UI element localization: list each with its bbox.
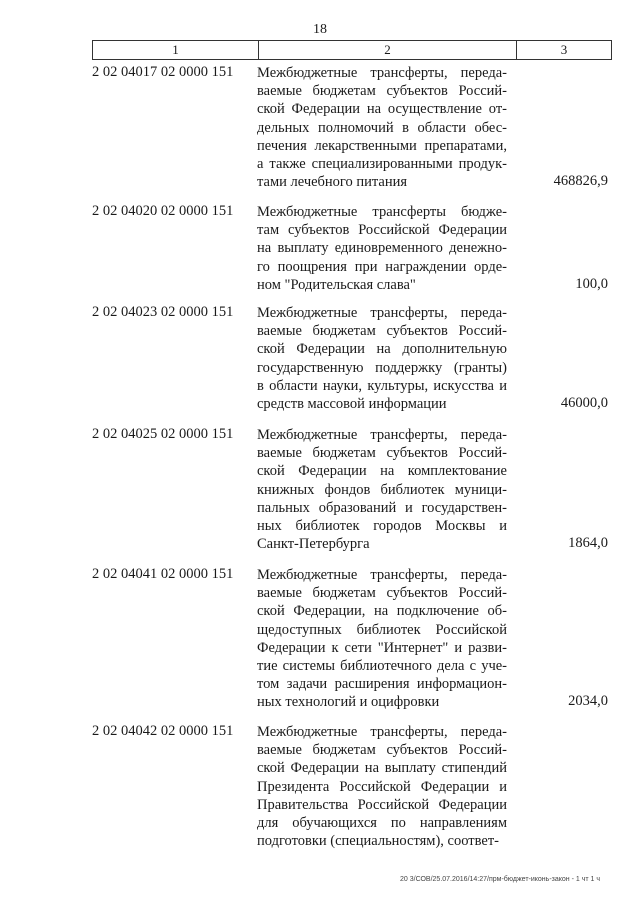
description-line: Санкт-Петербурга: [257, 536, 370, 553]
description-line: для обучающихся по направлениям: [257, 815, 507, 832]
description-line: подготовки (специальностям), соответ-: [257, 833, 499, 850]
description-line: Межбюджетные трансферты, переда-: [257, 65, 507, 81]
description-line: ской Федерации на осуществление от-: [257, 101, 507, 118]
row-amount: 100,0: [575, 275, 608, 292]
description-line: ской Федерации на дополнительную: [257, 341, 507, 358]
budget-code: 2 02 04017 02 0000 151: [92, 64, 234, 80]
description-line: ваемые бюджетам субъектов Россий-: [257, 83, 507, 100]
row-description: [257, 304, 507, 413]
description-line: ваемые бюджетам субъектов Россий-: [257, 742, 507, 759]
description-line: тами лечебного питания: [257, 174, 408, 191]
description-line: ской Федерации на комплектование: [257, 463, 507, 480]
budget-code: 2 02 04023 02 0000 151: [92, 304, 234, 320]
row-amount: 46000,0: [560, 395, 608, 411]
description-line: средств массовой информации: [257, 396, 447, 413]
row-amount: 1864,0: [568, 535, 608, 552]
row-amount: 468826,9: [553, 173, 608, 190]
description-line: Межбюджетные трансферты, переда-: [257, 427, 507, 443]
row-amount: 2034,0: [568, 693, 608, 710]
description-line: ской Федерации на выплату стипендий: [257, 760, 507, 777]
description-line: ных технологий и оцифровки: [257, 694, 440, 711]
description-line: щедоступных библиотек Российской: [257, 621, 507, 638]
description-line: ных библиотек городов Москвы и: [257, 518, 507, 535]
description-line: том задачи расширения информацион-: [257, 676, 507, 693]
description-line: ваемые бюджетам субъектов Россий-: [257, 585, 507, 602]
description-line: книжных фондов библиотек муници-: [257, 481, 507, 498]
budget-code: 2 02 04041 02 0000 151: [92, 566, 234, 582]
column-header-2: 2: [259, 41, 517, 59]
description-line: на выплату единовременного денежно-: [257, 240, 507, 257]
budget-code: 2 02 04025 02 0000 151: [92, 426, 234, 442]
description-line: го поощрения при награждении орде-: [257, 258, 507, 275]
description-line: ваемые бюджетам субъектов Россий-: [257, 323, 507, 340]
description-line: тие системы библиотечного дела с уче-: [257, 658, 507, 675]
description-line: Федерации к сети "Интернет" и разви-: [257, 639, 507, 656]
description-line: Президента Российской Федерации и: [257, 778, 507, 795]
description-line: там субъектов Российской Федерации: [257, 222, 507, 239]
description-line: Межбюджетные трансферты, переда-: [257, 724, 507, 740]
description-line: печения лекарственными препаратами,: [257, 137, 507, 154]
row-description: [257, 426, 507, 553]
description-line: в области науки, культуры, искусства и: [257, 377, 507, 394]
description-line: Межбюджетные трансферты, переда-: [257, 567, 507, 583]
description-line: пальных образований и государствен-: [257, 499, 507, 516]
description-line: а также специализированными продук-: [257, 156, 507, 173]
description-line: Правительства Российской Федерации: [257, 796, 507, 813]
description-line: ской Федерации, на подключение об-: [257, 603, 507, 620]
budget-code: 2 02 04020 02 0000 151: [92, 203, 234, 219]
budget-code: 2 02 04042 02 0000 151: [92, 723, 234, 739]
row-description: [257, 64, 507, 191]
description-line: Межбюджетные трансферты бюдже-: [257, 204, 507, 220]
page-number: 18: [313, 22, 327, 37]
description-line: ваемые бюджетам субъектов Россий-: [257, 445, 507, 462]
row-description: [257, 566, 507, 712]
description-line: государственную поддержку (гранты): [257, 359, 507, 376]
row-description: [257, 723, 507, 850]
column-header-1: 1: [93, 41, 259, 59]
column-header-3: 3: [560, 42, 568, 57]
row-description: [257, 203, 507, 294]
column-header-row: [92, 40, 612, 60]
description-line: ном "Родительская слава": [257, 276, 416, 293]
document-footer: 20 3/СОВ/25.07.2016/14:27/прм-бюджет-иконь-закон - 1 чт 1 ч: [400, 876, 600, 883]
description-line: дельных полномочий в области обес-: [257, 119, 507, 136]
description-line: Межбюджетные трансферты, переда-: [257, 305, 507, 321]
